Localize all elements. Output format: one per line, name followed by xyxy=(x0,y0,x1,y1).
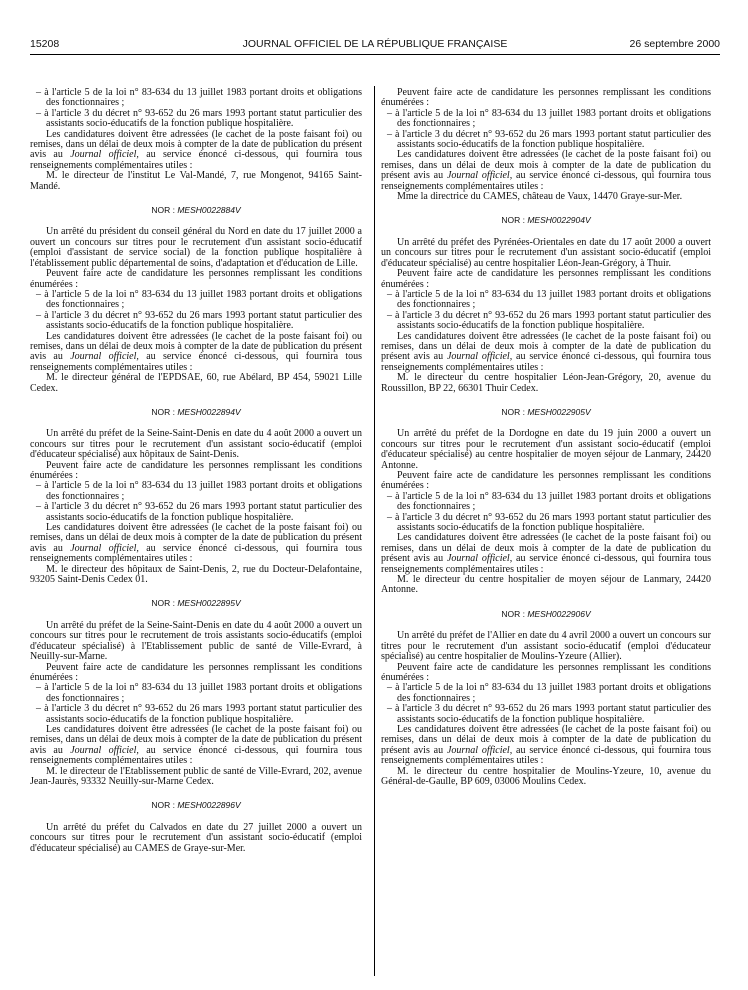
notice-section xyxy=(30,800,362,854)
page-header xyxy=(30,38,720,54)
notice-section xyxy=(30,407,362,586)
candidatures-paragraph: Les candidatures doivent être adressées (le cachet de la poste faisant foi) ou remises, dans un délai de deux mois à compter de la date de publication du présent avis au Journal officiel, au service énoncé ci-dessous, qui fournira tous renseignements complémentaires utiles : xyxy=(30,330,362,373)
conditions-paragraph: Peuvent faire acte de candidature les personnes remplissant les conditions énumérées : xyxy=(381,268,711,290)
notice-body: Un arrêté du préfet de l'Allier en date du 4 avril 2000 a ouvert un concours sur titres pour le recrutement d'un assistant socio-éducatif (emploi d'éducateur spécialisé) au centre hospitalier de Moulins-Yzeure (Allier). xyxy=(381,630,711,663)
list-item: – à l'article 3 du décret n° 93-652 du 26 mars 1993 portant statut particulier des assistants socio-éducatifs de la fonction publique hospitalière. xyxy=(36,107,362,130)
list-item: – à l'article 3 du décret n° 93-652 du 26 mars 1993 portant statut particulier des assistants socio-éducatifs de la fonction publique hospitalière. xyxy=(36,309,362,332)
page-number: 15208 xyxy=(30,38,60,50)
address-paragraph: M. le directeur du centre hospitalier Léon-Jean-Grégory, 20, avenue du Roussillon, BP 22, 66301 Thuir Cedex. xyxy=(381,372,711,394)
list-item: – à l'article 3 du décret n° 93-652 du 26 mars 1993 portant statut particulier des assistants socio-éducatifs de la fonction publique hospitalière. xyxy=(36,703,362,725)
notice-body: Un arrêté du préfet de la Dordogne en date du 19 juin 2000 a ouvert un concours sur titres pour le recrutement d'un assistant socio-éducatif (emploi d'éducateur spécialisé) au centre hospitalier de moyen séjour de Lanmary, 24420 Antonne. xyxy=(381,428,711,471)
list-item: – à l'article 5 de la loi n° 83-634 du 13 juillet 1983 portant droits et obligations des fonctionnaires ; xyxy=(387,682,711,704)
list-item: – à l'article 5 de la loi n° 83-634 du 13 juillet 1983 portant droits et obligations des fonctionnaires ; xyxy=(36,288,362,311)
nor-reference: NOR : MESH0022894V xyxy=(151,406,241,417)
list-item: – à l'article 5 de la loi n° 83-634 du 13 juillet 1983 portant droits et obligations des fonctionnaires ; xyxy=(36,480,362,502)
list-item: – à l'article 3 du décret n° 93-652 du 26 mars 1993 portant statut particulier des assistants socio-éducatifs de la fonction publique hospitalière. xyxy=(387,128,711,151)
address-paragraph: M. le directeur du centre hospitalier de Moulins-Yzeure, 10, avenue du Général-de-Gaulle, BP 609, 03006 Moulins Cedex. xyxy=(381,765,711,787)
list-item: – à l'article 3 du décret n° 93-652 du 26 mars 1993 portant statut particulier des assistants socio-éducatifs de la fonction publique hospitalière. xyxy=(387,511,711,534)
nor-reference: NOR : MESH0022904V xyxy=(501,215,591,226)
notice-body: Un arrêté du préfet de la Seine-Saint-Denis en date du 4 août 2000 a ouvert un concours sur titres pour le recrutement d'un assistant socio-éducatif (emploi d'éducateur spécialisé) aux hôpitaux de Saint-Denis. xyxy=(30,428,362,461)
journal-title: JOURNAL OFFICIEL DE LA RÉPUBLIQUE FRANÇAISE xyxy=(242,38,508,50)
address-paragraph: M. le directeur du centre hospitalier de moyen séjour de Lanmary, 24420 Antonne. xyxy=(381,574,711,596)
left-column xyxy=(30,88,362,854)
list-item: – à l'article 3 du décret n° 93-652 du 26 mars 1993 portant statut particulier des assistants socio-éducatifs de la fonction publique hospitalière. xyxy=(387,309,711,332)
header-rule xyxy=(30,54,720,55)
list-item: – à l'article 5 de la loi n° 83-634 du 13 juillet 1983 portant droits et obligations des fonctionnaires ; xyxy=(387,288,711,311)
conditions-paragraph: Peuvent faire acte de candidature les personnes remplissant les conditions énumérées : xyxy=(381,87,711,109)
notice-section xyxy=(381,215,711,394)
candidatures-paragraph: Les candidatures doivent être adressées (le cachet de la poste faisant foi) ou remises, dans un délai de deux mois à compter de la date de publication du présent avis au Journal officiel, au service énoncé ci-dessous, qui fournira tous renseignements complémentaires utiles : xyxy=(381,330,711,373)
notice-body: Un arrêté du préfet des Pyrénées-Orientales en date du 17 août 2000 a ouvert un concours sur titres pour le recrutement d'un assistant socio-éducatif (emploi d'éducateur spécialisé) au centre hospitalier Léon-Jean-Grégory, à Thuir. xyxy=(381,236,711,269)
notice-section xyxy=(381,407,711,596)
nor-reference: NOR : MESH0022905V xyxy=(501,406,591,417)
list-item: – à l'article 5 de la loi n° 83-634 du 13 juillet 1983 portant droits et obligations des fonctionnaires ; xyxy=(387,107,711,130)
candidatures-paragraph: Les candidatures doivent être adressées (le cachet de la poste faisant foi) ou remises, dans un délai de deux mois à compter de la date de publication du présent avis au Journal officiel, au service énoncé ci-dessous, qui fournira tous renseignements complémentaires utiles : xyxy=(381,723,711,767)
notice-body: Un arrêté du président du conseil général du Nord en date du 17 juillet 2000 a ouvert un concours sur titres pour le recrutement d'un assistant socio-éducatif (emploi d'assistant de service social) de la fonction publique hospitalière à l'établissement public départemental de soins, d'adaptation et d'éducation de Lille. xyxy=(30,226,362,269)
address-paragraph: M. le directeur des hôpitaux de Saint-Denis, 2, rue du Docteur-Delafontaine, 93205 Saint-Denis Cedex 01. xyxy=(30,563,362,586)
conditions-paragraph: Peuvent faire acte de candidature les personnes remplissant les conditions énumérées : xyxy=(30,268,362,290)
candidatures-paragraph: Les candidatures doivent être adressées (le cachet de la poste faisant foi) ou remises, dans un délai de deux mois à compter de la date de publication du présent avis au Journal officiel, au service énoncé ci-dessous, qui fournira tous renseignements complémentaires utiles : xyxy=(30,723,362,767)
issue-date: 26 septembre 2000 xyxy=(629,38,720,50)
notice-section xyxy=(30,598,362,787)
nor-reference: NOR : MESH0022895V xyxy=(151,598,241,609)
conditions-paragraph: Peuvent faire acte de candidature les personnes remplissant les conditions énumérées : xyxy=(30,661,362,683)
list-item: – à l'article 5 de la loi n° 83-634 du 13 juillet 1983 portant droits et obligations des fonctionnaires ; xyxy=(387,490,711,513)
candidatures-paragraph: Les candidatures doivent être adressées (le cachet de la poste faisant foi) ou remises, dans un délai de deux mois à compter de la date de publication du présent avis au Journal officiel, au service énoncé ci-dessous, qui fournira tous renseignements complémentaires utiles : xyxy=(381,532,711,575)
notice-section xyxy=(381,609,711,788)
address-paragraph: M. le directeur de l'institut Le Val-Mandé, 7, rue Mongenot, 94165 Saint-Mandé. xyxy=(30,170,362,192)
nor-reference: NOR : MESH0022906V xyxy=(501,608,591,619)
candidatures-paragraph: Les candidatures doivent être adressées (le cachet de la poste faisant foi) ou remises, dans un délai de deux mois à compter de la date de publication du présent avis au Journal officiel, au service énoncé ci-dessous, qui fournira tous renseignements complémentaires utiles : xyxy=(30,522,362,565)
list-item: – à l'article 5 de la loi n° 83-634 du 13 juillet 1983 portant droits et obligations des fonctionnaires ; xyxy=(36,87,362,109)
conditions-paragraph: Peuvent faire acte de candidature les personnes remplissant les conditions énumérées : xyxy=(30,459,362,481)
list-item: – à l'article 5 de la loi n° 83-634 du 13 juillet 1983 portant droits et obligations des fonctionnaires ; xyxy=(36,682,362,704)
candidatures-paragraph: Les candidatures doivent être adressées (le cachet de la poste faisant foi) ou remises, dans un délai de deux mois à compter de la date de publication du présent avis au Journal officiel, au service énoncé ci-dessous, qui fournira tous renseignements complémentaires utiles : xyxy=(381,149,711,192)
right-column xyxy=(381,88,711,787)
notice-section xyxy=(30,205,362,394)
notice-body: Un arrêté du préfet du Calvados en date du 27 juillet 2000 a ouvert un concours sur titres pour le recrutement d'un assistant socio-éducatif (emploi d'éducateur spécialisé) au CAMES de Graye-sur-Mer. xyxy=(30,821,362,854)
notice-body: Un arrêté du préfet de la Seine-Saint-Denis en date du 4 août 2000 a ouvert un concours sur titres pour le recrutement de trois assistants socio-éducatifs (emploi d'éducateur spécialisé) à l'Etablissement public de santé de Ville-Evrard, à Neuilly-sur-Marne. xyxy=(30,619,362,663)
candidatures-paragraph: Les candidatures doivent être adressées (le cachet de la poste faisant foi) ou remises, dans un délai de deux mois à compter de la date de publication du présent avis au Journal officiel, au service énoncé ci-dessous, qui fournira tous renseignements complémentaires utiles : xyxy=(30,128,362,171)
address-paragraph: Mme la directrice du CAMES, château de Vaux, 14470 Graye-sur-Mer. xyxy=(397,191,683,203)
conditions-paragraph: Peuvent faire acte de candidature les personnes remplissant les conditions énumérées : xyxy=(381,470,711,492)
column-divider xyxy=(374,86,375,976)
nor-reference: NOR : MESH0022884V xyxy=(151,205,241,216)
list-item: – à l'article 3 du décret n° 93-652 du 26 mars 1993 portant statut particulier des assistants socio-éducatifs de la fonction publique hospitalière. xyxy=(387,703,711,725)
nor-reference: NOR : MESH0022896V xyxy=(151,800,241,811)
list-item: – à l'article 3 du décret n° 93-652 du 26 mars 1993 portant statut particulier des assistants socio-éducatifs de la fonction publique hospitalière. xyxy=(36,501,362,523)
address-paragraph: M. le directeur général de l'EPDSAE, 60, rue Abélard, BP 454, 59021 Lille Cedex. xyxy=(30,372,362,394)
conditions-paragraph: Peuvent faire acte de candidature les personnes remplissant les conditions énumérées : xyxy=(381,661,711,683)
address-paragraph: M. le directeur de l'Etablissement public de santé de Ville-Evrard, 202, avenue Jean-Jaurès, 93332 Neuilly-sur-Marne Cedex. xyxy=(30,765,362,787)
